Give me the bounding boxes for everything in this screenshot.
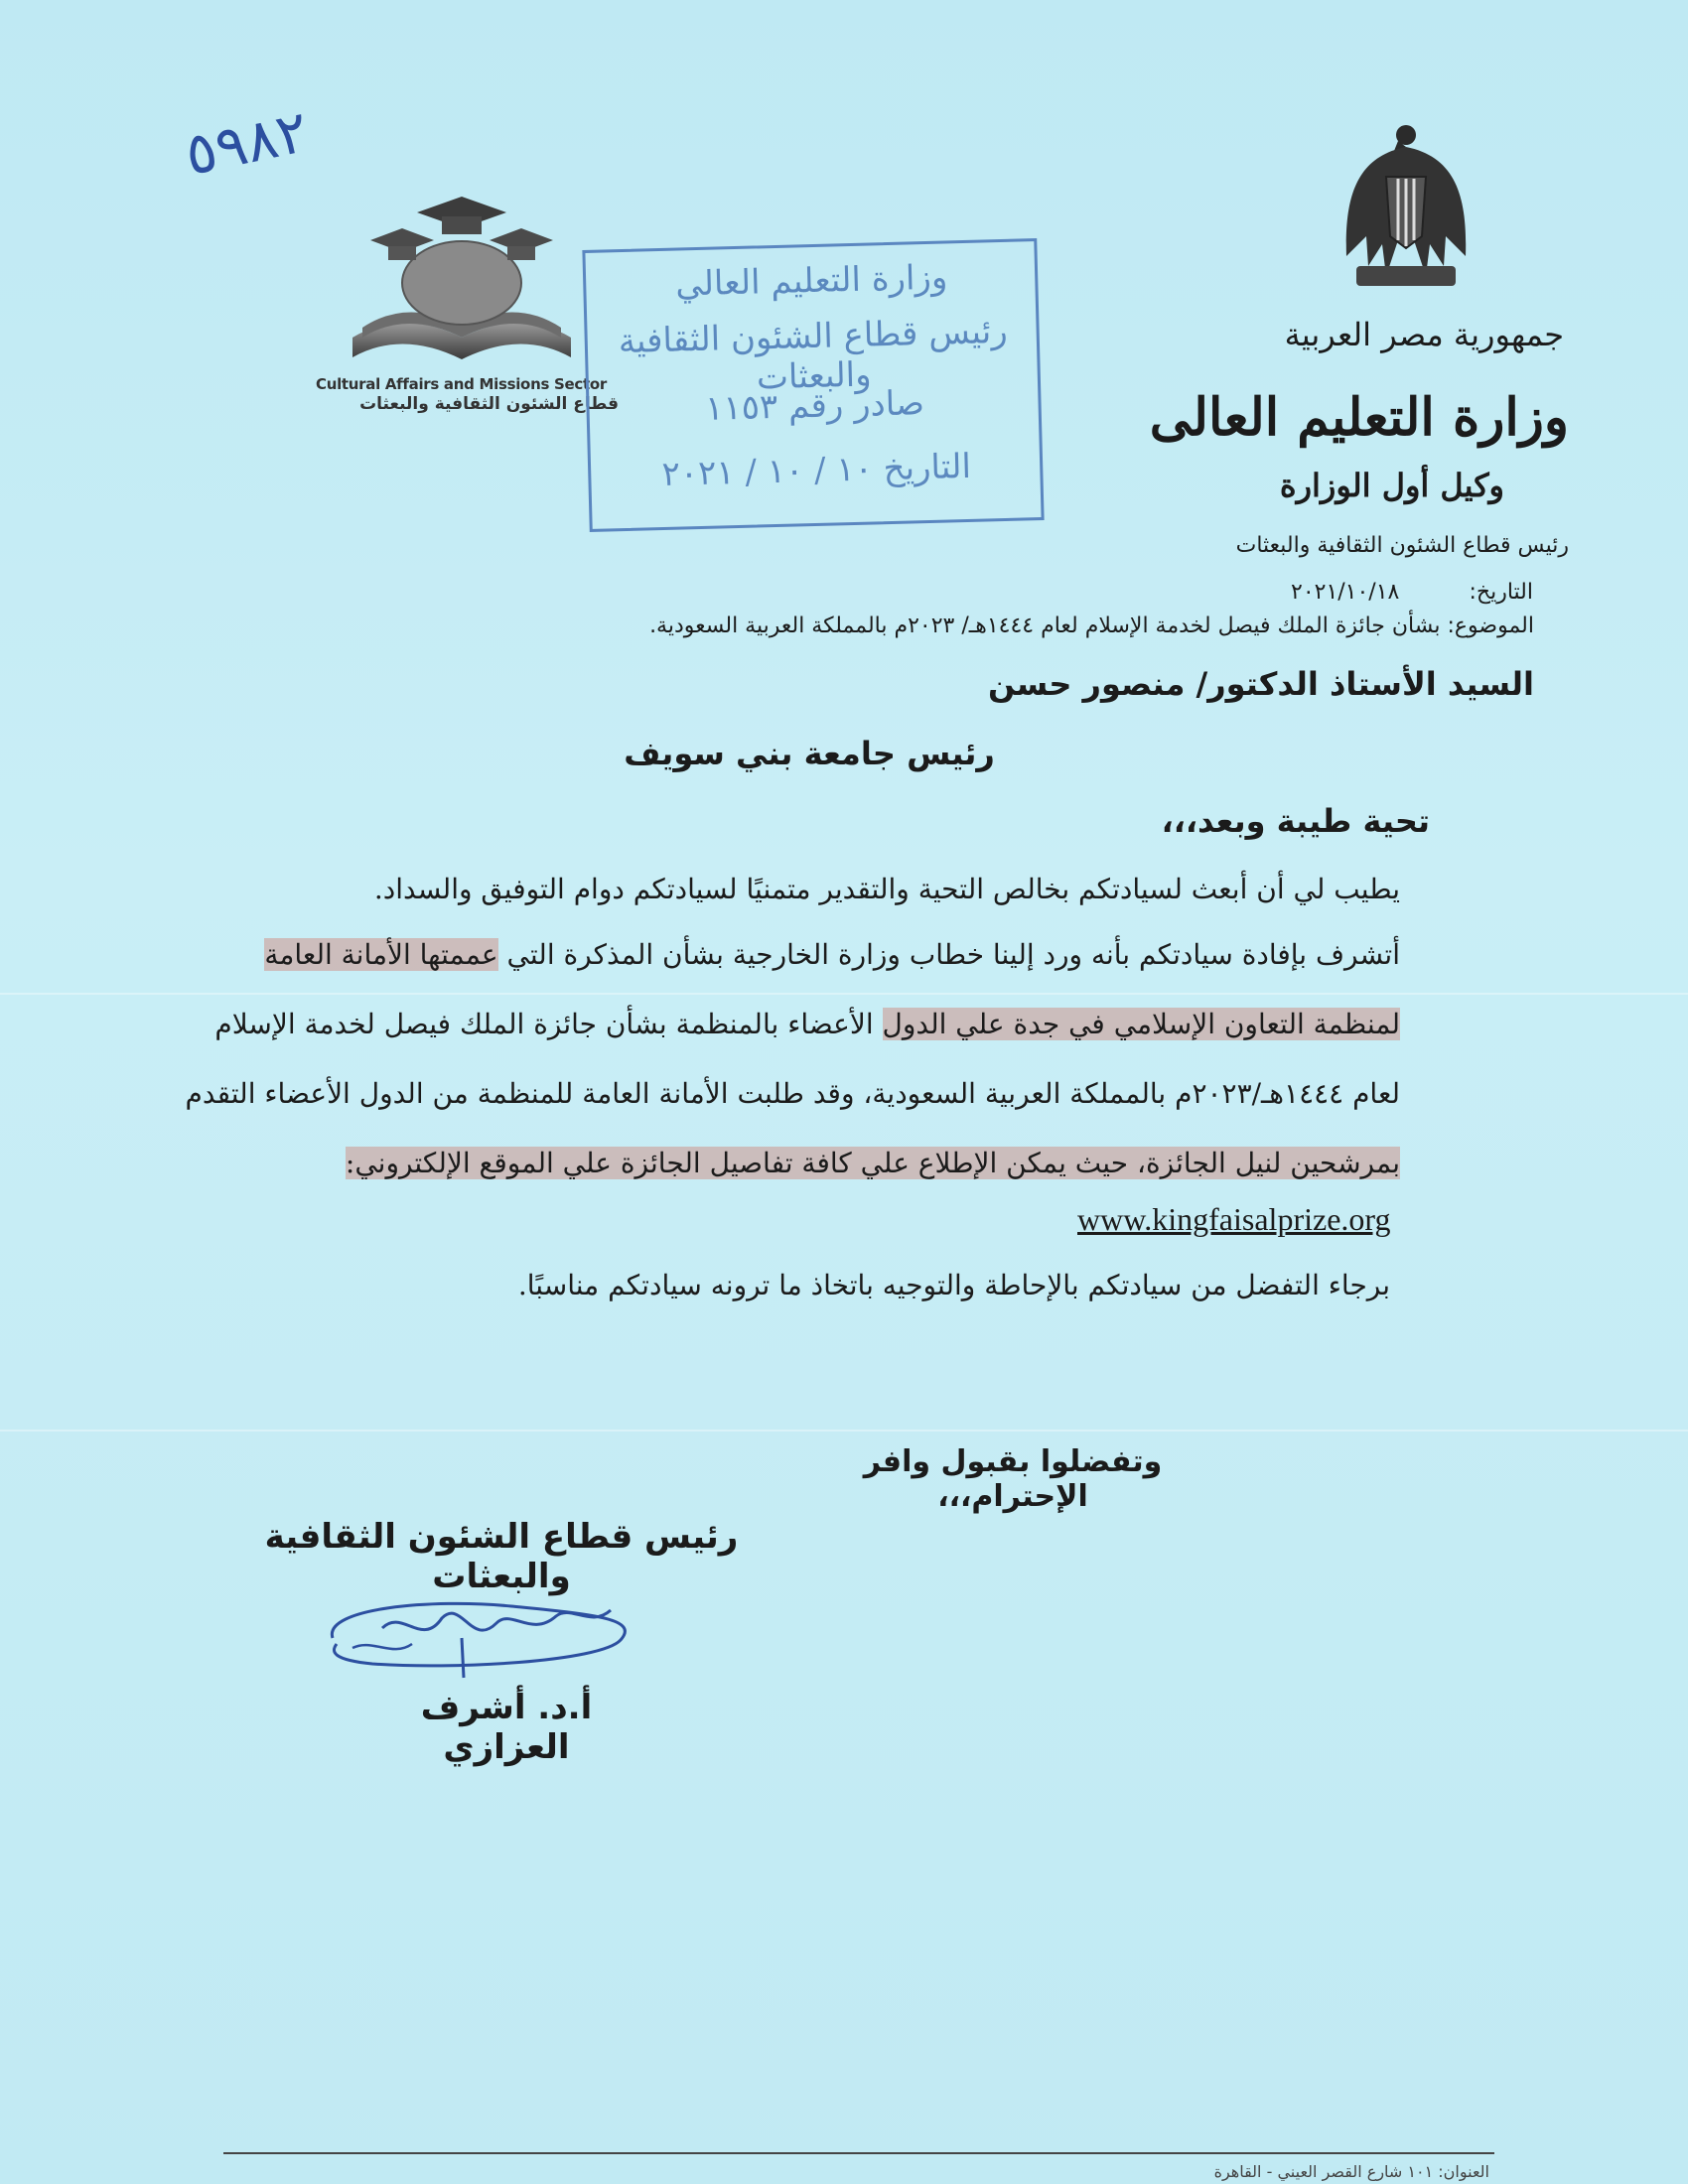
body-paragraph: لعام ١٤٤٤هـ/٢٠٢٣م بالمملكة العربية السعودية، وقد طلبت الأمانة العامة للمنظمة من الدول الأعضاء التقدم <box>185 1077 1400 1110</box>
paper-fold <box>0 1430 1688 1432</box>
ministry-name: وزارة التعليم العالى <box>1149 387 1569 448</box>
egypt-emblem <box>1336 117 1476 296</box>
body-paragraph: يطيب لي أن أبعث لسيادتكم بخالص التحية والتقدير متمنيًا لسيادتكم دوام التوفيق والسداد. <box>373 873 1400 905</box>
greeting: تحية طيبة وبعد،،، <box>1161 802 1430 840</box>
body-text: أتشرف بإفادة سيادتكم بأنه ورد إلينا خطاب وزارة الخارجية بشأن المذكرة التي <box>497 938 1400 971</box>
stamp-line: التاريخ ١٠ / ١٠ / ٢٠٢١ <box>661 446 972 495</box>
highlighted-text: عممتها الأمانة العامة <box>264 938 498 971</box>
body-paragraph <box>149 1132 1400 1194</box>
cultural-affairs-logo <box>343 189 581 377</box>
deputy-title: وكيل أول الوزارة <box>1279 467 1504 504</box>
signer-name: أ.د. أشرف العزازي <box>420 1688 593 1767</box>
prize-website-link[interactable]: www.kingfaisalprize.org <box>1077 1201 1391 1237</box>
request-paragraph: برجاء التفضل من سيادتكم بالإحاطة والتوجيه باتخاذ ما ترونه سيادتكم مناسبًا. <box>517 1269 1390 1301</box>
date-label: التاريخ: <box>1469 580 1533 605</box>
handwritten-signature <box>313 1578 650 1688</box>
outgoing-stamp <box>582 238 1044 532</box>
date-value: ٢٠٢١/١٠/١٨ <box>1291 580 1400 605</box>
stamp-line: وزارة التعليم العالي <box>674 257 948 305</box>
addressee: السيد الأستاذ الدكتور/ منصور حسن <box>987 665 1534 703</box>
stamp-line: صادر رقم ١١٥٣ <box>704 383 925 429</box>
closing-line: وتفضلوا بقبول وافر الإحترام،،، <box>863 1444 1163 1514</box>
highlighted-text: بمرشحين لنيل الجائزة، حيث يمكن الإطلاع علي كافة تفاصيل الجائزة علي الموقع الإلكتروني: <box>345 1147 1400 1179</box>
addressee-title: رئيس جامعة بني سويف <box>624 735 995 772</box>
body-paragraph <box>149 923 1400 986</box>
handwritten-number: ٥٩٨٢ <box>179 96 315 190</box>
highlighted-text: لمنظمة التعاون الإسلامي في جدة علي الدول <box>882 1008 1400 1040</box>
sector-head-title: رئيس قطاع الشئون الثقافية والبعثات <box>1235 533 1569 558</box>
footer-divider <box>223 2152 1494 2154</box>
logo-arabic-text: قطاع الشئون الثقافية والبعثات <box>359 394 619 414</box>
stamp-line: رئيس قطاع الشئون الثقافية والبعثات <box>618 311 1009 398</box>
body-paragraph <box>149 993 1400 1055</box>
body-text: الأعضاء بالمنظمة بشأن جائزة الملك فيصل لخدمة الإسلام <box>214 1008 883 1040</box>
footer-address: العنوان: ١٠١ شارع القصر العيني - القاهرة <box>1213 2162 1489 2181</box>
logo-english-text: Cultural Affairs and Missions Sector <box>316 375 607 393</box>
signatory-title: رئيس قطاع الشئون الثقافية والبعثات <box>264 1517 739 1596</box>
republic-name: جمهورية مصر العربية <box>1284 316 1564 353</box>
subject-line: الموضوع: بشأن جائزة الملك فيصل لخدمة الإسلام لعام ١٤٤٤هـ/ ٢٠٢٣م بالمملكة العربية السعودية. <box>649 614 1534 638</box>
